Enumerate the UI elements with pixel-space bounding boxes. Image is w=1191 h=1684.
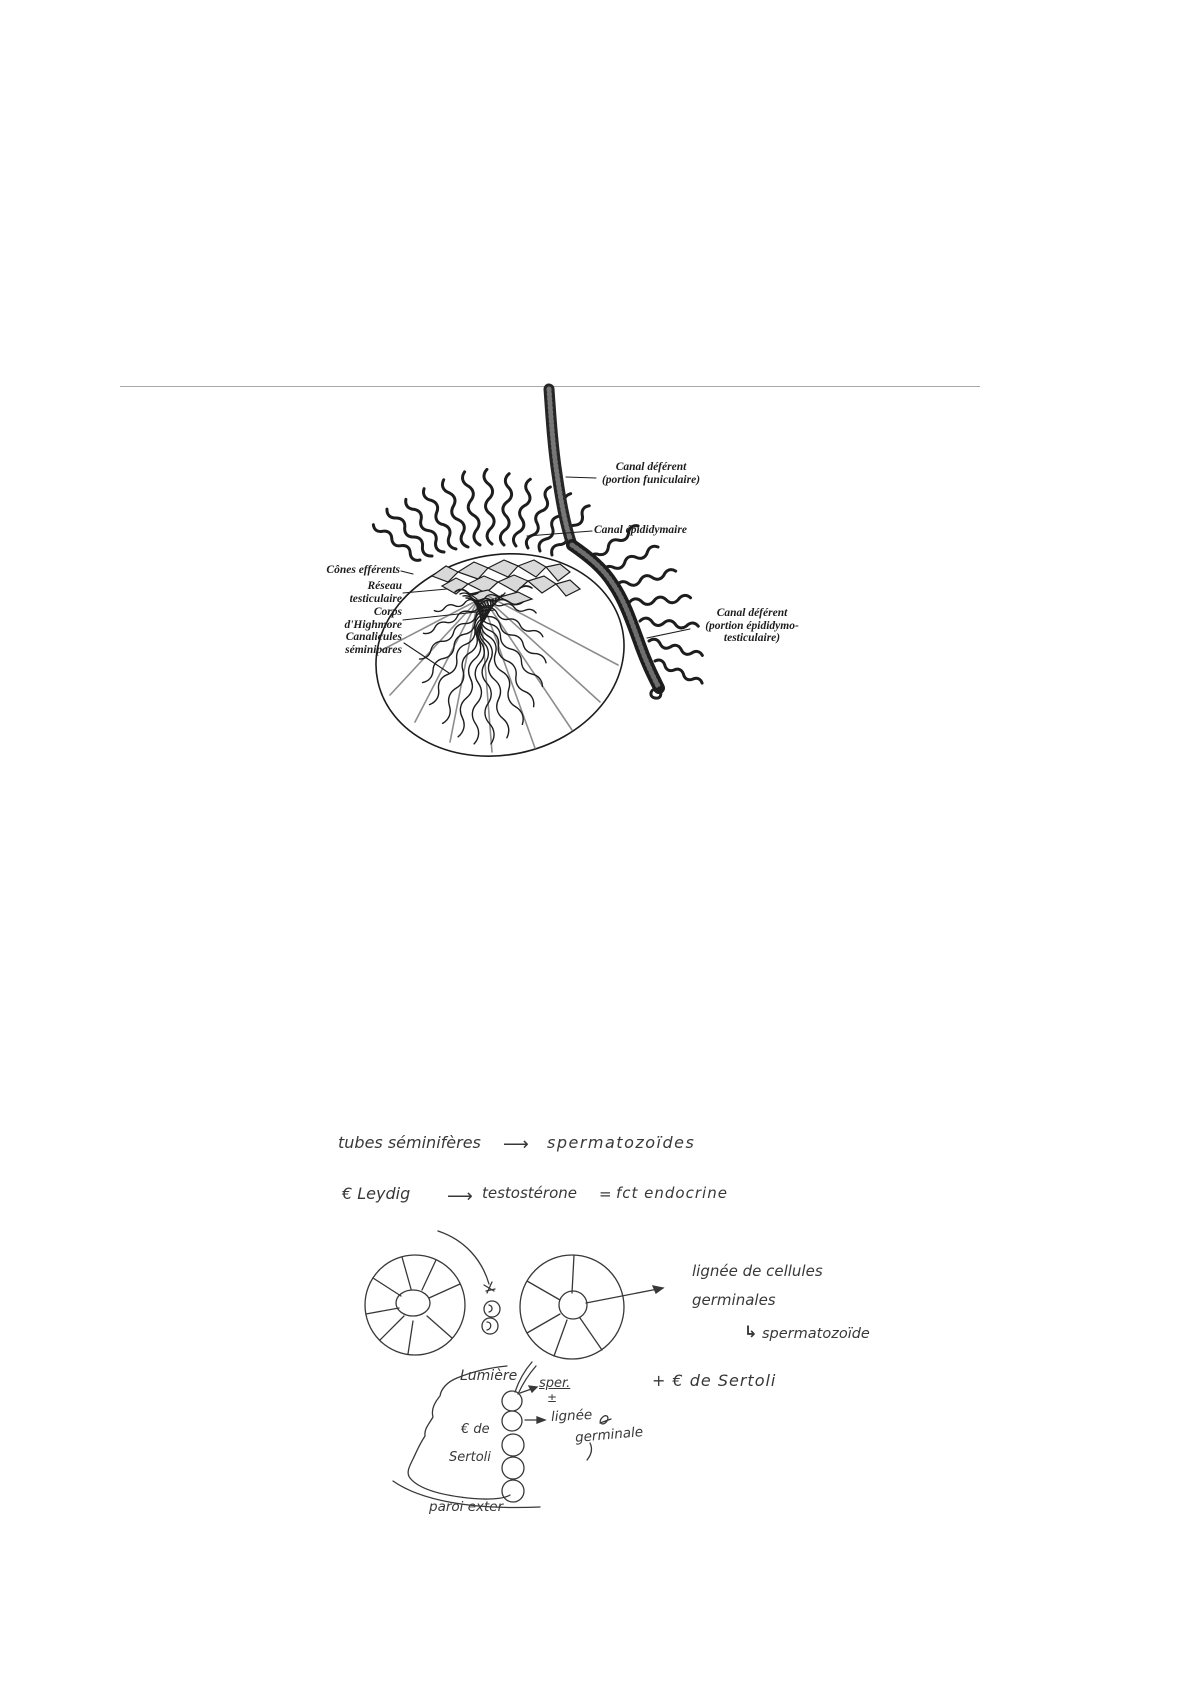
note-leydig: € Leydig: [342, 1184, 411, 1203]
tubule-cross-section-left: [365, 1255, 465, 1355]
scribble-mark: [600, 1416, 611, 1424]
label-lumiere: Lumière: [460, 1368, 518, 1384]
label-cones-efferents: Cônes efférents: [326, 564, 400, 576]
label-germinale: germinale: [574, 1424, 644, 1446]
tubule-cross-section-right: [520, 1255, 663, 1359]
note-tubes-seminiferes: tubes séminifères: [338, 1133, 481, 1152]
shedding-arrow: [438, 1231, 495, 1293]
label-reseau-testiculaire: Réseau testiculaire: [349, 580, 402, 605]
note-fct-endocrine: fct endocrine: [616, 1184, 728, 1202]
label-canal-epididymaire: Canal épididymaire: [594, 524, 687, 536]
hook-arrow: ↳: [744, 1322, 758, 1341]
label-corps-highmore: Corps d'Highmore: [344, 606, 402, 631]
shed-cells: [482, 1301, 500, 1334]
note-germinales: germinales: [692, 1291, 776, 1309]
note-spermatozoides: spermatozoïdes: [547, 1133, 696, 1152]
label-sper: sper.: [539, 1376, 571, 1391]
note-lignee-cellules: lignée de cellules: [692, 1262, 823, 1280]
note-spermatozoide: spermatozoïde: [762, 1326, 870, 1342]
note-plus-sertoli: + € de Sertoli: [652, 1371, 777, 1390]
label-sertoli-inside-1: € de: [461, 1422, 490, 1437]
label-canalicules-seminipares: Canalicules séminipares: [345, 631, 402, 656]
label-sertoli-inside-2: Sertoli: [449, 1450, 491, 1465]
label-lignee: lignée: [550, 1406, 593, 1426]
note-equals: =: [599, 1185, 612, 1203]
note-arrow-2: ⟶: [447, 1186, 473, 1207]
testis-figure: [357, 389, 703, 779]
label-canal-deferent-funiculaire: Canal déférent (portion funiculaire): [601, 461, 701, 486]
note-testosterone: testostérone: [482, 1184, 577, 1202]
note-arrow-1: ⟶: [503, 1134, 529, 1155]
label-plusminus: ±: [547, 1391, 558, 1405]
label-canal-deferent-epididymo: Canal déférent (portion épididymo- testiculaire): [705, 607, 799, 644]
label-paroi-externe: paroi exter: [429, 1499, 504, 1515]
